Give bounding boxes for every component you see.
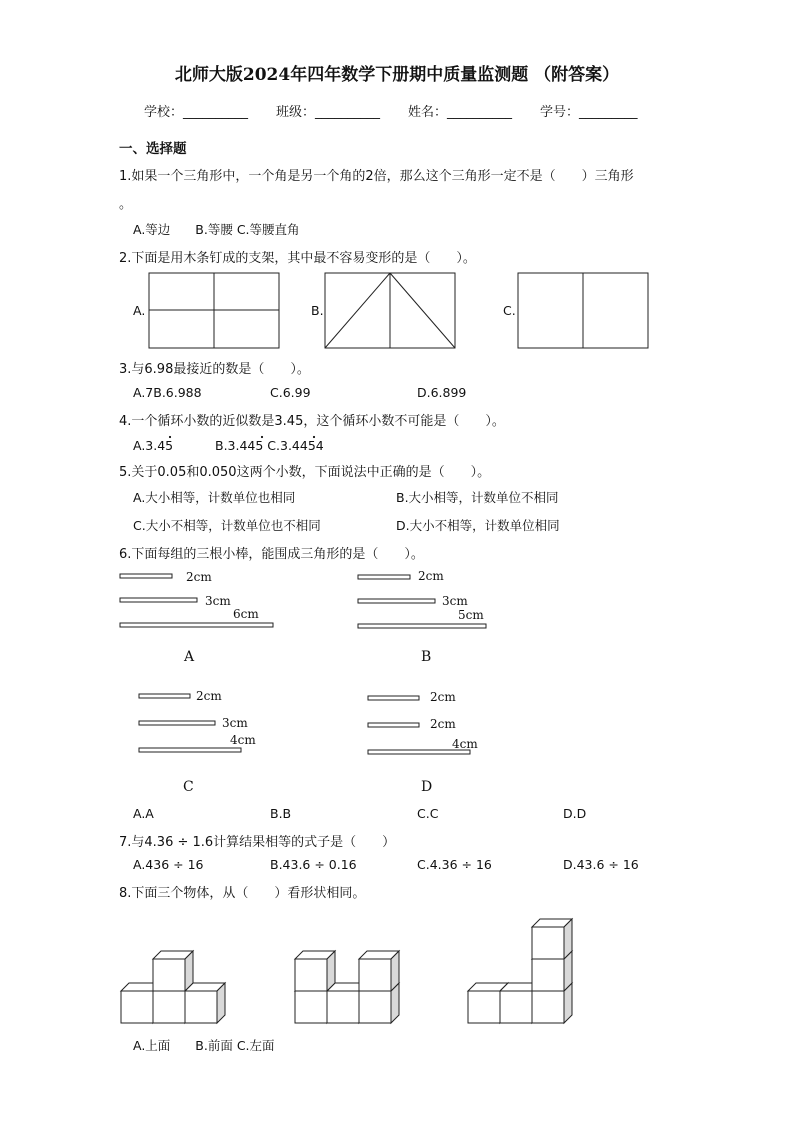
page-title: 北师大版2024年四年数学下册期中质量监测题 （附答案） xyxy=(174,65,620,85)
question-1-stem-cont: 。 xyxy=(119,197,133,212)
stick-c3-length: 4cm xyxy=(230,733,256,747)
question-8-options: A.上面 B.前面 C.左面 xyxy=(133,1038,275,1053)
class-field[interactable]: 班级：__________ xyxy=(276,105,381,120)
question-6-option-b: B.B xyxy=(270,806,292,821)
cube-object-2 xyxy=(295,951,399,1023)
question-5-option-d: D.大小不相等，计数单位相同 xyxy=(396,518,560,533)
frame-b-label: B. xyxy=(311,303,324,318)
question-7-option-a: A.436 ÷ 16 xyxy=(133,857,204,872)
cube-object-1 xyxy=(121,951,225,1023)
question-4-option-a: A.3.45 xyxy=(133,438,174,453)
frame-c-label: C. xyxy=(503,303,516,318)
question-6-option-d: D.D xyxy=(563,806,587,821)
question-7-option-b: B.43.6 ÷ 0.16 xyxy=(270,857,357,872)
question-3-option-c: C.6.99 xyxy=(270,385,311,400)
school-field[interactable]: 学校：__________ xyxy=(144,105,249,120)
question-4-option-bc: B.3.445 C.3.4454 xyxy=(215,438,324,453)
name-field[interactable]: 姓名：__________ xyxy=(408,105,513,120)
stick-b3-length: 5cm xyxy=(458,608,484,622)
question-3-stem: 3.与6.98最接近的数是（ ）。 xyxy=(119,362,310,377)
question-7-option-c: C.4.36 ÷ 16 xyxy=(417,857,492,872)
question-7-option-d: D.43.6 ÷ 16 xyxy=(563,857,639,872)
stick-c2-length: 3cm xyxy=(222,716,248,730)
question-7-stem: 7.与4.36 ÷ 1.6计算结果相等的式子是（ ） xyxy=(119,835,396,850)
stick-b1-length: 2cm xyxy=(418,569,444,583)
stick-b2-length: 3cm xyxy=(442,594,468,608)
question-8-stem: 8.下面三个物体，从（ ）看形状相同。 xyxy=(119,886,366,901)
group-b-letter: B xyxy=(421,649,432,665)
stick-a3-length: 6cm xyxy=(233,607,259,621)
question-5-option-a: A.大小相等，计数单位也相同 xyxy=(133,490,296,505)
student-number-field[interactable]: 学号：_________ xyxy=(540,105,638,120)
question-1-options: A.等边 B.等腰 C.等腰直角 xyxy=(133,222,300,237)
question-6-option-c: C.C xyxy=(417,806,439,821)
frame-a-label: A. xyxy=(133,303,146,318)
question-3-option-ab: A.7B.6.988 xyxy=(133,385,202,400)
question-1-stem: 1.如果一个三角形中，一个角是另一个角的2倍，那么这个三角形一定不是（ ）三角形 xyxy=(119,169,634,184)
question-5-stem: 5.关于0.05和0.050这两个小数，下面说法中正确的是（ ）。 xyxy=(119,465,491,480)
group-a-letter: A xyxy=(184,649,195,665)
group-d-letter: D xyxy=(421,779,433,795)
stick-a2-length: 3cm xyxy=(205,594,231,608)
question-3-option-d: D.6.899 xyxy=(417,385,467,400)
question-6-option-a: A.A xyxy=(133,806,154,821)
group-c-letter: C xyxy=(183,779,194,795)
stick-d1-length: 2cm xyxy=(430,690,456,704)
section-heading: 一、选择题 xyxy=(119,141,187,157)
stick-c1-length: 2cm xyxy=(196,689,222,703)
stick-d2-length: 2cm xyxy=(430,717,456,731)
cube-object-3 xyxy=(468,919,572,1023)
question-6-stem: 6.下面每组的三根小棒，能围成三角形的是（ ）。 xyxy=(119,547,424,562)
question-2-stem: 2.下面是用木条钉成的支架，其中最不容易变形的是（ ）。 xyxy=(119,251,476,266)
question-4-stem: 4.一个循环小数的近似数是3.45，这个循环小数不可能是（ ）。 xyxy=(119,414,505,429)
stick-d3-length: 4cm xyxy=(452,737,478,751)
stick-a1-length: 2cm xyxy=(186,570,212,584)
question-5-option-b: B.大小相等，计数单位不相同 xyxy=(396,490,559,505)
question-5-option-c: C.大小不相等，计数单位也不相同 xyxy=(133,518,321,533)
